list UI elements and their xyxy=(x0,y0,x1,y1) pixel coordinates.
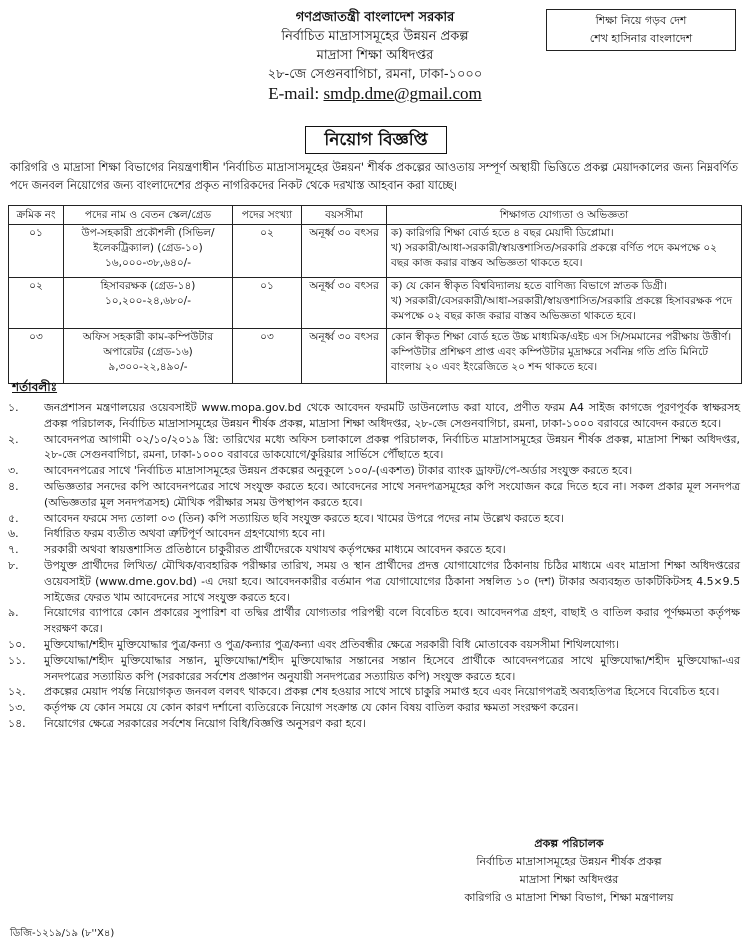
term-item xyxy=(8,558,740,605)
term-item xyxy=(8,479,740,511)
term-number: ২. xyxy=(8,432,19,446)
term-number: ৪. xyxy=(8,479,19,493)
term-text: কর্তৃপক্ষ যে কোন সময়ে যে কোন কারণ দর্শানো ব্যতিরেকে নিয়োগ সংক্রান্ত যে কোন বিষয় বাতিল করার ক্ষমতা সংরক্ষণ করেন। xyxy=(44,701,579,715)
email-label: E-mail: xyxy=(268,84,324,103)
row-count: ০৩ xyxy=(233,329,302,384)
col-age-limit: বয়সসীমা xyxy=(302,206,387,225)
row-qualification xyxy=(387,278,742,329)
term-text: অভিজ্ঞতার সনদের কপি আবেদনপত্রের সাথে সংযুক্ত করতে হবে। আবেদনের সাথে সনদপত্রসমূহের কপি সংযোজন করে দিতে হবে না। সকল প্রকার মূল সনদপত্র (অভিজ্ঞতার মূল সনদপত্রসহ) মৌখিক পরীক্ষার সময় উপস্থাপন করতে হবে। xyxy=(44,479,740,509)
term-item xyxy=(8,637,740,653)
post-name: উপ-সহকারী প্রকৌশলী (সিভিল/ইলেকট্রিক্যাল) (গ্রেড-১০) xyxy=(81,227,215,254)
terms-heading: শর্তাবলীঃ xyxy=(12,380,58,394)
signatory-title: প্রকল্প পরিচালক xyxy=(534,837,604,850)
email-address: smdp.dme@gmail.com xyxy=(323,84,482,103)
qualification-b: খ) সরকারী/বেসরকারী/আধা-সরকারী/স্বায়ত্তশাসিত/সরকারি প্রকল্পে হিসাবরক্ষক পদে কমপক্ষে ০২ বছর কাজ করার বাস্তব অভিজ্ঞতা থাকতে হবে। xyxy=(391,295,733,322)
term-item xyxy=(8,400,740,432)
qualification-a: ক) যে কোন স্বীকৃত বিশ্ববিদ্যালয় হতে বাণিজ্য বিভাগে স্নাতক ডিগ্রী। xyxy=(391,280,668,292)
col-post-count: পদের সংখ্যা xyxy=(233,206,302,225)
notice-title: নিয়োগ বিজ্ঞপ্তি xyxy=(305,126,447,154)
term-item xyxy=(8,605,740,637)
term-text: মুক্তিযোদ্ধা/শহীদ মুক্তিযোদ্ধার সন্তান, মুক্তিযোদ্ধা/শহীদ মুক্তিযোদ্ধার সন্তানের সন্তান হিসেবে প্রার্থীকে আবেদনপত্রের সাথে মুক্তিযোদ্ধা/শহীদ মুক্তিযোদ্ধা-এর সনদপত্রের সত্যায়িত কপি (সরকারের সর্বশেষ প্রজ্ঞাপন অনুযায়ী সনদপত্রের সত্যায়িত কপি) সংযুক্ত করতে হবে। xyxy=(44,653,740,683)
table-header-row xyxy=(9,206,742,225)
address: ২৮-জে সেগুনবাগিচা, রমনা, ঢাকা-১০০০ xyxy=(267,67,483,82)
term-number: ৩. xyxy=(8,464,19,478)
pay-scale: ১৬,০০০-৩৮,৬৪০/- xyxy=(104,257,192,269)
term-item xyxy=(8,511,740,527)
term-item xyxy=(8,716,740,732)
term-item xyxy=(8,684,740,700)
term-text: আবেদনপত্র আগামী ০২/১০/২০১৯ খ্রি: তারিখের মধ্যে অফিস চলাকালে প্রকল্প পরিচালক, নির্বাচিত মাদ্রাসাসমূহের উন্নয়ন শীর্ষক প্রকল্প, মাদ্রাসা শিক্ষা অধিদপ্তর, ২৮-জে সেগুনবাগিচা, রমনা, ঢাকা-১০০০ বরাবরে ডাকযোগে/কুরিয়ার সার্ভিসে পৌঁছাতে হবে। xyxy=(44,432,740,462)
term-number: ৭. xyxy=(8,543,19,557)
term-number: ৮. xyxy=(8,558,19,572)
row-count: ০১ xyxy=(233,278,302,329)
signatory-ministry: কারিগরি ও মাদ্রাসা শিক্ষা বিভাগ, শিক্ষা মন্ত্রণালয় xyxy=(464,891,674,904)
col-serial: ক্রমিক নং xyxy=(9,206,64,225)
term-item xyxy=(8,542,740,558)
row-age: অনূর্ধ্ব ৩০ বৎসর xyxy=(302,329,387,384)
post-name: হিসাবরক্ষক (গ্রেড-১৪) xyxy=(100,280,196,292)
term-text: নিয়োগের ক্ষেত্রে সরকারের সর্বশেষ নিয়োগ বিধি/বিজ্ঞপ্তি অনুসরণ করা হবে। xyxy=(44,716,366,730)
term-number: ৬. xyxy=(8,527,19,541)
row-post xyxy=(64,225,233,278)
row-post xyxy=(64,278,233,329)
pay-scale: ৯,৩০০-২২,৪৯০/- xyxy=(108,361,188,373)
term-text: আবেদন ফরমে সদ্য তোলা ০৩ (তিন) কপি সত্যায়িত ছবি সংযুক্ত করতে হবে। খামের উপরে পদের নাম উল্লেখ করতে হবে। xyxy=(44,511,564,525)
term-item xyxy=(8,653,740,685)
col-post-name: পদের নাম ও বেতন স্কেল/গ্রেড xyxy=(64,206,233,225)
project-name: নির্বাচিত মাদ্রাসাসমূহের উন্নয়ন প্রকল্প xyxy=(281,29,469,44)
signatory-department: মাদ্রাসা শিক্ষা অধিদপ্তর xyxy=(519,873,619,886)
row-age: অনূর্ধ্ব ৩০ বৎসর xyxy=(302,278,387,329)
term-number: ১২. xyxy=(8,685,26,699)
term-number: ৫. xyxy=(8,511,19,525)
signatory-project: নির্বাচিত মাদ্রাসাসমূহের উন্নয়ন শীর্ষক প্রকল্প xyxy=(476,855,662,868)
term-number: ১৪. xyxy=(8,716,26,730)
row-post xyxy=(64,329,233,384)
term-text: সরকারী অথবা স্বায়ত্তশাসিত প্রতিষ্ঠানে চাকুরীরত প্রার্থীদেরকে যথাযথ কর্তৃপক্ষের মাধ্যমে আবেদন করতে হবে। xyxy=(44,543,506,557)
term-item xyxy=(8,526,740,542)
term-number: ১১. xyxy=(8,653,26,667)
term-text: জনপ্রশাসন মন্ত্রণালয়ের ওয়েবসাইট www.mopa.gov.bd থেকে আবেদন ফরমটি ডাউনলোড করা যাবে, প্রণীত ফরম A4 সাইজ কাগজে পূরণপূর্বক স্বাক্ষরসহ প্রকল্প পরিচালক, নির্বাচিত মাদ্রাসাসমূহের উন্নয়ন শীর্ষক প্রকল্প, মাদ্রাসা শিক্ষা অধিদপ্তর, ২৮-জে সেগুনবাগিচা, রমনা, ঢাকা-১০০০ বরাবরে আবেদন করতে হবে। xyxy=(44,401,740,430)
row-age: অনূর্ধ্ব ৩০ বৎসর xyxy=(302,225,387,278)
table-row xyxy=(9,329,742,384)
slogan-box xyxy=(546,9,736,51)
term-number: ৯. xyxy=(8,606,19,620)
posts-table xyxy=(8,205,742,384)
term-number: ১০. xyxy=(8,637,26,651)
term-text: আবেদনপত্রের সাথে 'নির্বাচিত মাদ্রাসাসমূহের উন্নয়ন প্রকল্পের অনুকূলে ১০০/-(একশত) টাকার ব্যাংক ড্রাফট/পে-অর্ডার সংযুক্ত করতে হবে। xyxy=(44,464,633,478)
term-text: প্রকল্পের মেয়াদ পর্যন্ত নিয়োগকৃত জনবল বলবৎ থাকবে। প্রকল্প শেষ হওয়ার সাথে সাথে চাকুরি সমাপ্ত হবে এবং নিয়োগপত্রই অব্যহতিপত্র হিসেবে বিবেচিত হবে। xyxy=(44,685,720,699)
row-serial: ০২ xyxy=(9,278,64,329)
qualification-b: খ) সরকারী/আধা-সরকারী/স্বায়ত্তশাসিত/সরকারি প্রকল্পে বর্ণিত পদে কমপক্ষে ০২ বছর কাজ করার বাস্তব অভিজ্ঞতা থাকতে হবে। xyxy=(391,242,717,269)
department-name: মাদ্রাসা শিক্ষা অধিদপ্তর xyxy=(316,48,434,63)
pay-scale: ১০,২০০-২৪,৬৮০/- xyxy=(104,295,192,307)
term-item xyxy=(8,463,740,479)
term-number: ১. xyxy=(8,401,19,414)
term-text: নির্ধারিত ফরম ব্যতীত অথবা ত্রুটিপূর্ণ আবেদন গ্রহণযোগ্য হবে না। xyxy=(44,527,326,541)
row-count: ০২ xyxy=(233,225,302,278)
term-number: ১৩. xyxy=(8,701,26,715)
table-row xyxy=(9,225,742,278)
row-qualification xyxy=(387,225,742,278)
dg-reference-code: ডিজি-১২১৯/১৯ (৮''X৪) xyxy=(10,928,115,939)
term-item xyxy=(8,700,740,716)
term-text: উপযুক্ত প্রার্থীদের লিখিত/ মৌখিক/ব্যবহারিক পরীক্ষার তারিখ, সময় ও স্থান প্রার্থীদের প্রদত্ত যোগাযোগের ঠিকানায় চিঠির মাধ্যমে এবং মাদ্রাসা শিক্ষা অধিদপ্তরের ওয়েবসাইট (www.dme.gov.bd) -এ দেয়া হবে। আবেদনকারীর বর্তমান পত্র যোগাযোগের ঠিকানা সম্বলিত ১০ (দশ) টাকার অব্যবহৃত ডাকটিকিটসহ 4.5×9.5 সাইজের ফেরত খাম আবেদনের সাথে সংযুক্ত করতে হবে। xyxy=(44,558,740,604)
term-item xyxy=(8,432,740,464)
slogan-line-1: শিক্ষা নিয়ে গড়ব দেশ xyxy=(595,14,687,27)
row-qualification xyxy=(387,329,742,384)
post-name: অফিস সহকারী কাম-কম্পিউটার অপারেটর (গ্রেড-১৬) xyxy=(82,331,214,358)
signature-block xyxy=(434,835,704,907)
terms-list xyxy=(8,400,740,732)
qualification-a: ক) কারিগরি শিক্ষা বোর্ড হতে ৪ বছর মেয়াদী ডিপ্লোমা। xyxy=(391,227,614,239)
term-text: নিয়োগের ব্যাপারে কোন প্রকারের সুপারিশ বা তদ্বির প্রার্থীর যোগ্যতার পরিপন্থী বলে বিবেচিত হবে। আবেদনপত্র গ্রহণ, বাছাই ও বাতিল করার পূর্ণক্ষমতা কর্তৃপক্ষ সংরক্ষণ করে। xyxy=(44,606,740,636)
col-qualification: শিক্ষাগত যোগ্যতা ও অভিজ্ঞতা xyxy=(387,206,742,225)
qualification-a: কোন স্বীকৃত শিক্ষা বোর্ড হতে উচ্চ মাধ্যমিক/এইচ এস সি/সমমানের পরীক্ষায় উত্তীর্ণ। কম্পিউটার প্রশিক্ষণ প্রাপ্ত এবং কম্পিউটার মুদ্রাক্ষরে সর্বনিম্ন গতি প্রতি মিনিটে বাংলায় ২০ এবং ইংরেজিতে ২০ শব্দ থাকতে হবে। xyxy=(391,331,732,373)
govt-name: গণপ্রজাতন্ত্রী বাংলাদেশ সরকার xyxy=(295,10,455,25)
intro-paragraph: কারিগরি ও মাদ্রাসা শিক্ষা বিভাগের নিয়ন্ত্রণাধীন 'নির্বাচিত মাদ্রাসাসমূহের উন্নয়ন' শীর্ষক প্রকল্পের আওতায় সম্পূর্ণ অস্থায়ী ভিত্তিতে প্রকল্প মেয়াদকালের জন্য নিম্নবর্ণিত পদে জনবল নিয়োগের জন্য বাংলাদেশের প্রকৃত নাগরিকদের নিকট থেকে দরখাস্ত আহবান করা যাচ্ছে। xyxy=(10,161,738,192)
row-serial: ০৩ xyxy=(9,329,64,384)
term-text: মুক্তিযোদ্ধা/শহীদ মুক্তিযোদ্ধার পুত্র/কন্যা ও পুত্র/কন্যার পুত্র/কন্যা এবং প্রতিবন্ধীর ক্ষেত্রে সরকারী বিধি মোতাবেক বয়সসীমা শিথিলযোগ্য। xyxy=(44,637,619,651)
slogan-line-2: শেখ হাসিনার বাংলাদেশ xyxy=(589,32,693,45)
table-row xyxy=(9,278,742,329)
email-line xyxy=(0,84,750,104)
row-serial: ০১ xyxy=(9,225,64,278)
